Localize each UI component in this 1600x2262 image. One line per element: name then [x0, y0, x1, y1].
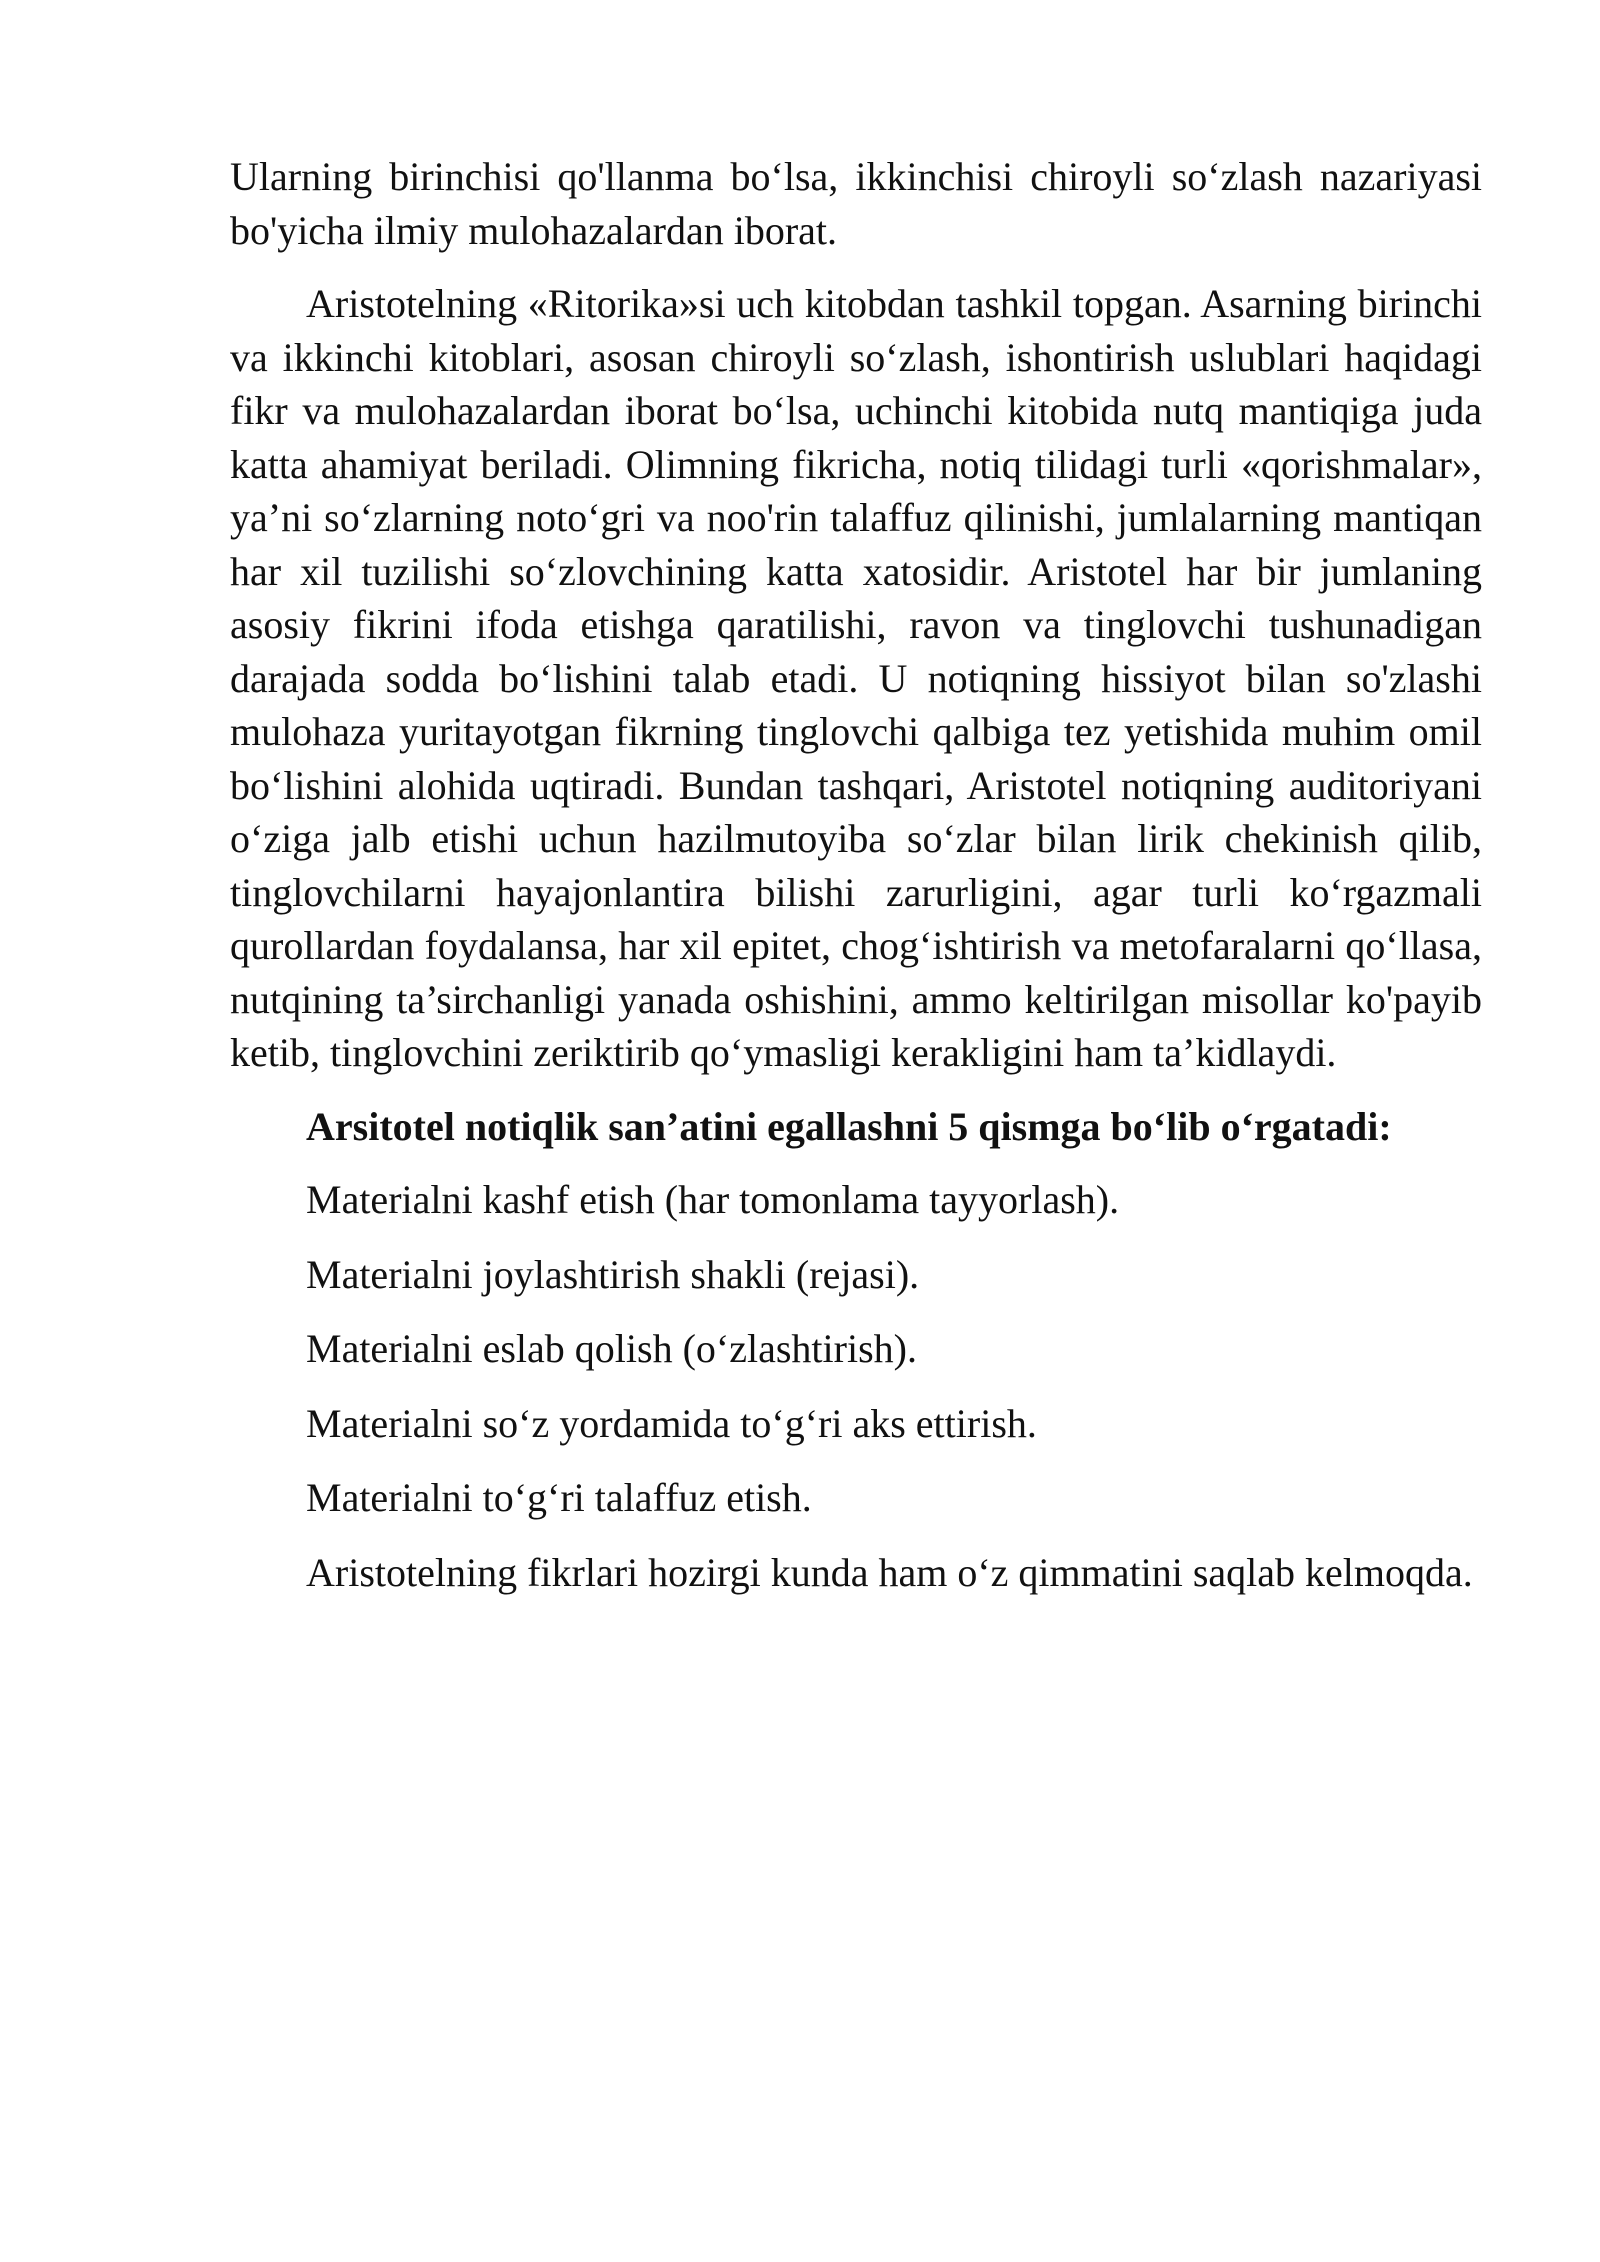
list-item: Materialni to‘g‘ri talaffuz etish.	[306, 1475, 812, 1520]
list-item: Materialni joylashtirish shakli (rejasi).	[306, 1251, 920, 1297]
section-heading: Arsitotel notiqlik san’atini egallashni 5 qismga bo‘lib o‘rgatadi:	[306, 1103, 1392, 1149]
list-item: Materialni so‘z yordamida to‘g‘ri aks ettirish.	[306, 1400, 1037, 1446]
list-item: Materialni kashf etish (har tomonlama tayyorlash).	[306, 1177, 1120, 1222]
closing-paragraph: Aristotelning fikrlari hozirgi kunda ham o‘z qimmatini saqlab kelmoqda.	[306, 1549, 1473, 1595]
intro-paragraph: Ularning birinchisi qo'llanma bo‘lsa, ikkinchisi chiroyli so‘zlash nazariyasi bo'yicha ilmiy mulohazalardan iborat.	[230, 154, 1482, 253]
ritorika-paragraph: Aristotelning «Ritorika»si uch kitobdan tashkil topgan. Asarning birinchi va ikkinchi kitoblari, asosan chiroyli so‘zlash, ishontirish uslublari haqidagi fikr va mulohazalardan iborat bo‘lsa, uchinchi kitobida nutq mantiqiga juda katta ahamiyat beriladi. Olimning fikricha, notiq tilidagi turli «qorishmalar», ya’ni so‘zlarning noto‘gri va noo'rin talaffuz qilinishi, jumlalarning mantiqan har xil tuzilishi so‘zlovchining katta xatosidir. Aristotel har bir jumlaning asosiy fikrini ifoda etishga qaratilishi, ravon va tinglovchi tushunadigan darajada sodda bo‘lishini talab etadi. U notiqning hissiyot bilan so'zlashi mulohaza yuritayotgan fikrning tinglovchi qalbiga tez yetishida muhim omil bo‘lishini alohida uqtiradi. Bundan tashqari, Aristotel notiqning auditoriyani o‘ziga jalb etishi uchun hazilmutoyiba so‘zlar bilan lirik chekinish qilib, tinglovchilarni hayajonlantira bilishi zarurligini, agar turli ko‘rgazmali qurollardan foydalansa, har xil epitet, chog‘ishtirish va metofaralarni qo‘llasa, nutqining ta’sirchanligi yanada oshishini, ammo keltirilgan misollar ko'payib ketib, tinglovchini zeriktirib qo‘ymasligi kerakligini ham ta’kidlaydi.	[230, 281, 1482, 1075]
document-page	[230, 150, 1482, 1619]
list-item: Materialni eslab qolish (o‘zlashtirish).	[306, 1326, 917, 1371]
